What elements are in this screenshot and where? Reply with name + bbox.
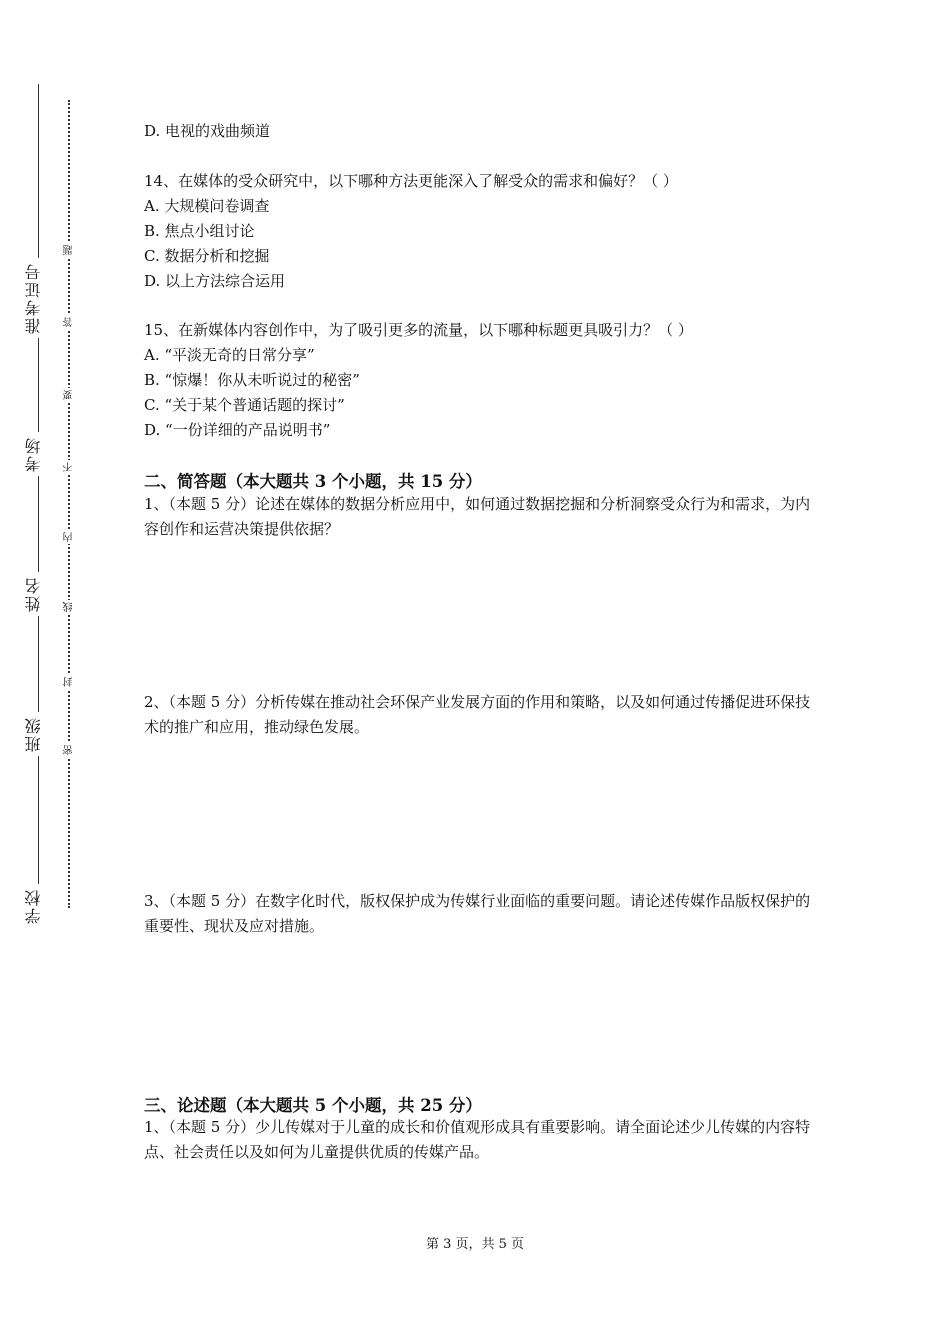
q14-option: A. 大规模问卷调查: [144, 197, 270, 215]
seal-mark: 密: [64, 745, 75, 755]
name-label: 姓名: [22, 572, 45, 616]
seal-mark: 题: [64, 245, 75, 255]
section3-question-1: 1、（本题 5 分）少儿传媒对于儿童的成长和价值观形成具有重要影响。请全面论述少儿传媒的内容特点、社会责任以及如何为儿童提供优质的传媒产品。: [144, 1118, 811, 1161]
q14-stem: 14、在媒体的受众研究中，以下哪种方法更能深入了解受众的需求和偏好？（ ）: [144, 172, 678, 190]
class-label: 班级: [22, 712, 45, 756]
exam-number-label: 准考证号: [22, 258, 45, 338]
q13-option-d: D. 电视的戏曲频道: [144, 122, 271, 140]
q14-option: B. 焦点小组讨论: [144, 222, 255, 240]
q14-option: C. 数据分析和挖掘: [144, 247, 270, 265]
seal-mark: 线: [64, 602, 75, 612]
seal-mark: 答: [64, 317, 75, 327]
seal-mark: 内: [64, 532, 75, 542]
seal-mark: 不: [64, 462, 75, 472]
seal-mark: 要: [64, 390, 75, 400]
q15-option: D. “一份详细的产品说明书”: [144, 421, 331, 439]
page-footer: 第 3 页，共 5 页: [425, 1237, 525, 1252]
q15-option: B. “惊爆！你从未听说过的秘密”: [144, 371, 360, 389]
binding-solid-line: [38, 84, 39, 924]
school-label: 学校: [22, 884, 45, 928]
seal-mark: 封: [64, 677, 75, 687]
q15-option: C. “关于某个普通话题的探讨”: [144, 396, 345, 414]
q14-option: D. 以上方法综合运用: [144, 272, 286, 290]
exam-room-label: 考场: [22, 432, 45, 476]
section2-question-1: 1、（本题 5 分）论述在媒体的数据分析应用中，如何通过数据挖掘和分析洞察受众行为和需求，为内容创作和运营决策提供依据？: [144, 495, 811, 538]
section2-heading: 二、简答题（本大题共 3 个小题，共 15 分）: [144, 472, 482, 491]
binding-dotted-line: [68, 100, 70, 908]
q15-option: A. “平淡无奇的日常分享”: [144, 346, 315, 364]
section2-question-3: 3、（本题 5 分）在数字化时代，版权保护成为传媒行业面临的重要问题。请论述传媒作品版权保护的重要性、现状及应对措施。: [144, 892, 811, 935]
q15-stem: 15、在新媒体内容创作中，为了吸引更多的流量，以下哪种标题更具吸引力？（ ）: [144, 321, 693, 339]
section3-heading: 三、论述题（本大题共 5 个小题，共 25 分）: [144, 1096, 482, 1115]
section2-question-2: 2、（本题 5 分）分析传媒在推动社会环保产业发展方面的作用和策略，以及如何通过传播促进环保技术的推广和应用，推动绿色发展。: [144, 693, 811, 736]
